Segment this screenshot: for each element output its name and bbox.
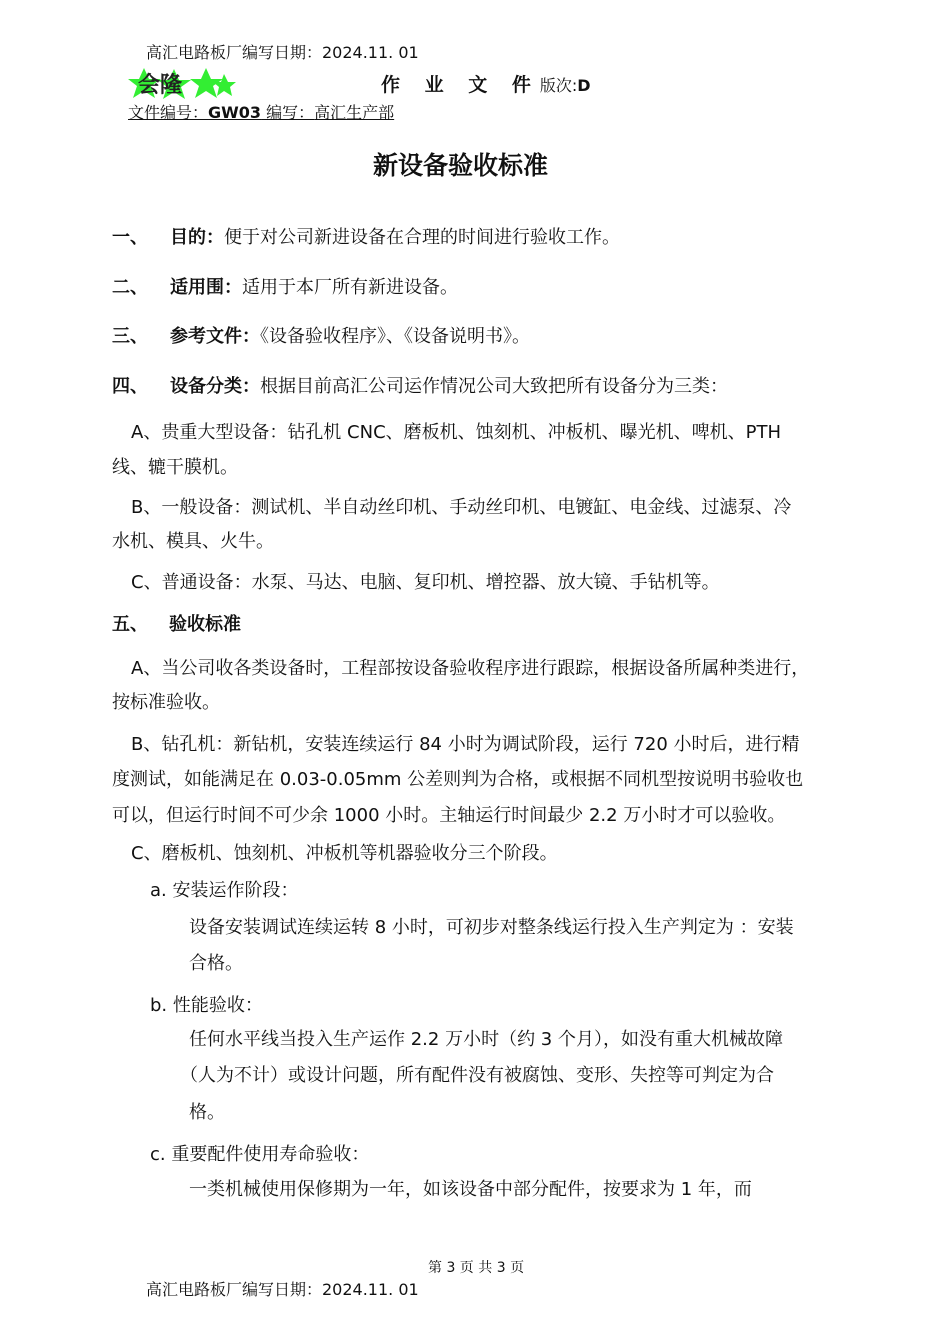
header-company-date: 高汇电路板厂编写日期：2024.11. 01 <box>146 43 419 62</box>
page-info: 第 3 页 共 3 页 <box>428 1260 525 1276</box>
doc-code-value: GW03 <box>208 103 262 122</box>
standard-a-line-1: A、当公司收各类设备时，工程部按设备验收程序进行跟踪，根据设备所属种类进行， <box>131 658 810 679</box>
section-3-number: 三、 <box>112 326 148 347</box>
section-1-text: 便于对公司新进设备在合理的时间进行验收工作。 <box>224 227 620 248</box>
stage-a-line-1: 设备安装调试连续运转 8 小时，可初步对整条线运行投入生产判定为 ：安装 <box>189 917 794 938</box>
section-2-title: 适用围： <box>170 277 242 298</box>
standard-b-line-1: B、钻孔机：新钻机，安装连续运行 84 小时为调试阶段，运行 720 小时后，进行精 <box>131 734 800 755</box>
logo-text: 会隆 <box>138 73 183 98</box>
section-4-text: 根据目前高汇公司运作情况公司大致把所有设备分为三类： <box>260 376 728 397</box>
stage-a-title: a. 安装运作阶段： <box>150 880 299 901</box>
section-4 <box>112 372 728 398</box>
section-5-title: 验收标准 <box>169 614 241 635</box>
header-title: 作 业 文 件 <box>381 74 540 96</box>
author-label: 编写： <box>261 103 315 122</box>
stage-b-line-1: 任何水平线当投入生产运作 2.2 万小时（约 3 个月），如没有重大机械故障 <box>189 1029 783 1050</box>
version-label: 版次: <box>539 76 578 95</box>
doc-code-label: 文件编号： <box>128 103 209 122</box>
section-5-number: 五、 <box>112 614 148 635</box>
category-a-line-1: A、贵重大型设备：钻孔机 CNC、磨板机、蚀刻机、冲板机、曝光机、啤机、PTH <box>131 422 782 443</box>
category-a-line-2: 线、辘干膜机。 <box>112 457 238 478</box>
section-4-number: 四、 <box>112 376 148 397</box>
company-logo <box>128 66 238 102</box>
stage-b-title: b. 性能验收： <box>150 995 263 1016</box>
stage-b-line-3: 格。 <box>189 1102 225 1123</box>
category-b-line-2: 水机、模具、火牛。 <box>112 531 274 552</box>
section-2-text: 适用于本厂所有新进设备。 <box>242 277 458 298</box>
document-title: 新设备验收标准 <box>373 151 549 180</box>
section-2 <box>112 273 458 299</box>
category-c-line-1: C、普通设备：水泵、马达、电脑、复印机、增控器、放大镜、手钻机等。 <box>131 572 720 593</box>
section-2-number: 二、 <box>112 277 148 298</box>
header-title-row <box>381 70 591 97</box>
standard-a-line-2: 按标准验收。 <box>112 692 220 713</box>
stage-a-line-2: 合格。 <box>189 953 243 974</box>
section-1-title: 目的： <box>170 227 224 248</box>
author-value: 高汇生产部 <box>314 103 395 122</box>
section-3-text: 《设备验收程序》、《设备说明书》。 <box>260 326 530 347</box>
stage-c-title: c. 重要配件使用寿命验收： <box>150 1144 370 1165</box>
footer-company-date: 高汇电路板厂编写日期：2024.11. 01 <box>146 1280 419 1299</box>
section-1 <box>112 223 620 249</box>
section-1-number: 一、 <box>112 227 148 248</box>
category-b-line-1: B、一般设备：测试机、半自动丝印机、手动丝印机、电镀缸、电金线、过滤泵、冷 <box>131 497 792 518</box>
doc-code-line <box>128 100 394 123</box>
standard-b-line-2: 度测试，如能满足在 0.03-0.05mm 公差则判为合格，或根据不同机型按说明书验收也 <box>112 769 804 790</box>
version-value: D <box>577 76 591 95</box>
stage-b-line-2: （人为不计）或设计问题，所有配件没有被腐蚀、变形、失控等可判定为合 <box>180 1065 774 1086</box>
standard-b-line-3: 可以，但运行时间不可少余 1000 小时。主轴运行时间最少 2.2 万小时才可以验收。 <box>112 805 786 826</box>
standard-c-line-1: C、磨板机、蚀刻机、冲板机等机器验收分三个阶段。 <box>131 843 558 864</box>
section-5 <box>112 610 241 636</box>
section-4-title: 设备分类： <box>170 376 260 397</box>
section-3 <box>112 322 530 348</box>
section-3-title: 参考文件： <box>170 326 260 347</box>
stage-c-line-1: 一类机械使用保修期为一年，如该设备中部分配件，按要求为 1 年，而 <box>189 1179 752 1200</box>
